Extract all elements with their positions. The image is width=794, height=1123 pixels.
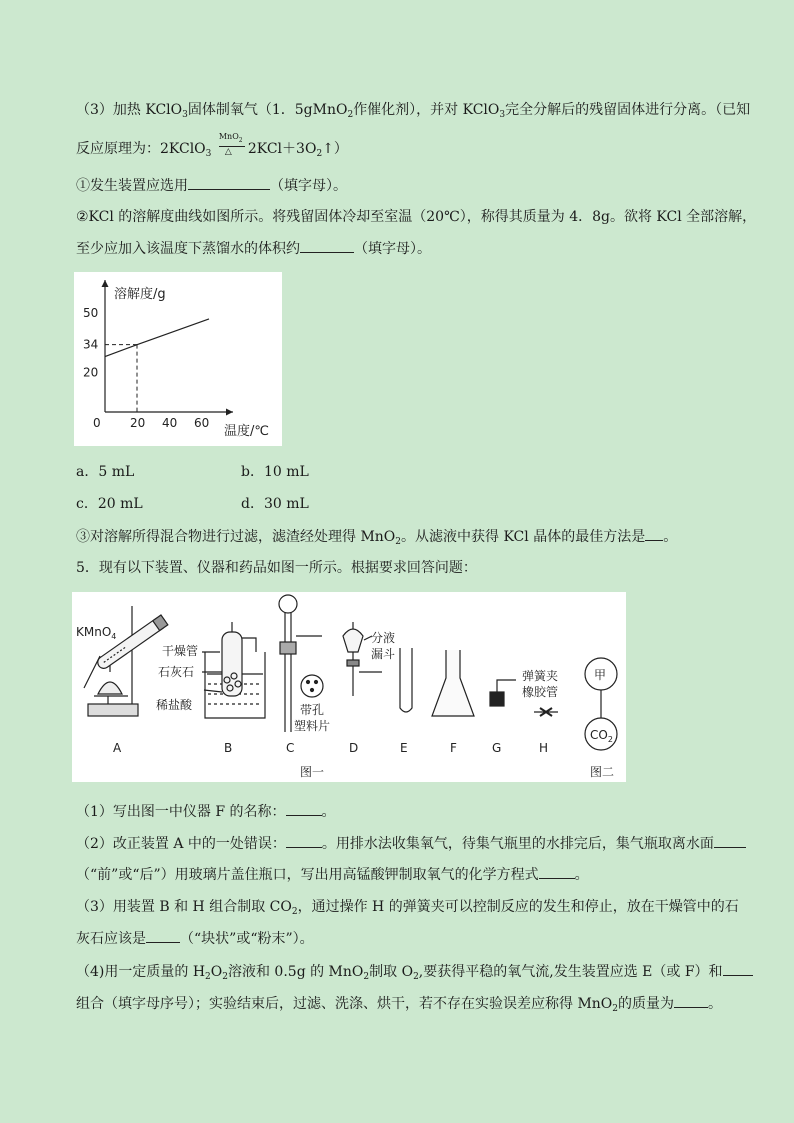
apparatus-h: [534, 708, 558, 716]
y-axis-label: 溶解度/g: [114, 287, 166, 302]
figure-two-caption: 图二: [590, 765, 615, 779]
letter-a: A: [113, 741, 122, 755]
q5-p2-line1: （2）改正装置 A 中的一处错误： 。用排水法收集氧气，待集气瓶里的水排完后，集气瓶取离水面: [76, 833, 746, 854]
answer-blank[interactable]: [188, 175, 270, 190]
label-sep-funnel-1: 分液: [371, 631, 396, 645]
label-jia: 甲: [594, 668, 607, 682]
q5-p1: （1）写出图一中仪器 F 的名称： 。: [76, 801, 336, 822]
letter-e: E: [400, 741, 408, 755]
letter-f: F: [450, 741, 457, 755]
q5-p3-line1: （3）用装置 B 和 H 组合制取 $CO_2$，通过操作 H 的弹簧夹可以控制反应的发生和停止，放在干燥管中的石: [76, 899, 739, 917]
q5-p3-line2: 灰石应该是 （“块状”或“粉末”）。: [76, 928, 314, 949]
letter-g: G: [492, 741, 502, 755]
y-tick-label: 34: [83, 337, 99, 352]
apparatus-f: [432, 650, 474, 716]
x-tick-label: 20: [130, 416, 146, 430]
label-perforated-1: 带孔: [300, 703, 325, 717]
answer-blank[interactable]: [674, 993, 708, 1008]
answer-blank[interactable]: [645, 526, 663, 541]
q3-sub2-line2: 至少应加入该温度下蒸馏水的体积约 （填字母）。: [76, 238, 431, 259]
x-tick-label: 40: [162, 416, 178, 430]
apparatus-g: [490, 680, 516, 706]
apparatus-figure: [72, 592, 626, 782]
y-tick-label: 50: [83, 306, 99, 320]
apparatus-e: [400, 648, 412, 712]
label-limestone: 石灰石: [158, 665, 195, 679]
option-b[interactable]: b．10 mL: [241, 464, 309, 480]
apparatus-b: [202, 622, 265, 718]
q3-sub1: ①发生装置应选用 （填字母）。: [76, 175, 347, 196]
q3-line2: 反应原理为：2KClO$_3$ MnO$_2$ △ $2KCl+3O_2↑$）: [76, 132, 348, 159]
label-co2: $CO_2$: [590, 728, 613, 744]
x-tick-label: 60: [194, 416, 210, 430]
answer-blank[interactable]: [539, 864, 575, 879]
solubility-curve: [105, 319, 209, 357]
label-drying-tube: 干燥管: [162, 644, 199, 658]
solubility-chart-svg: [74, 272, 282, 446]
label-rubber-tube: 橡胶管: [522, 685, 559, 699]
option-a[interactable]: a．5 mL: [76, 464, 135, 480]
q5-intro: 5．现有以下装置、仪器和药品如图一所示。根据要求回答问题：: [76, 560, 477, 576]
q5-p4-line2: 组合（填字母序号）；实验结束后，过滤、洗涤、烘干，若不存在实验误差应称得 MnO$_2$的质量为 。: [76, 993, 722, 1014]
answer-blank[interactable]: [300, 238, 354, 253]
letter-b: B: [224, 741, 233, 755]
label-dilute-hcl: 稀盐酸: [156, 698, 193, 712]
q5-p2-line2: （“前”或“后”）用玻璃片盖住瓶口，写出用高锰酸钾制取氧气的化学方程式 。: [76, 864, 589, 885]
q3-line1: （3）加热 KClO$_3$固体制氧气（1．5gMnO$_2$作催化剂），并对 KClO$_3$完全分解后的残留固体进行分离。（已知: [76, 102, 751, 120]
answer-blank[interactable]: [723, 961, 753, 976]
answer-blank[interactable]: [286, 801, 322, 816]
label-spring-clip: 弹簧夹: [522, 669, 559, 683]
label-kmno4: KMnO$_4$: [76, 625, 117, 641]
option-c[interactable]: c．20 mL: [76, 496, 143, 512]
q3-sub3: ③对溶解所得混合物进行过滤，滤渣经处理得 MnO$_2$。从滤液中获得 KCl 晶体的最佳方法是 。: [76, 526, 677, 547]
letter-c: C: [286, 741, 295, 755]
y-tick-label: 20: [83, 365, 99, 380]
answer-blank[interactable]: [286, 833, 322, 848]
solubility-chart: [74, 272, 282, 446]
letter-d: D: [349, 741, 359, 755]
label-perforated-2: 塑料片: [294, 719, 331, 733]
label-sep-funnel-2: 漏斗: [371, 647, 396, 661]
figure-one-caption: 图一: [300, 765, 325, 779]
letter-h: H: [539, 741, 549, 755]
x-tick-label: 0: [93, 416, 101, 430]
answer-blank[interactable]: [714, 833, 746, 848]
q5-p4-line1: （4)用一定质量的 $H_2O_2$溶液和 0.5g 的 MnO$_2$制取 $O_2$,要获得平稳的氧气流,发生装置应选 E（或 F）和: [76, 961, 753, 982]
answer-blank[interactable]: [146, 928, 180, 943]
apparatus-svg: [72, 592, 626, 782]
x-axis-label: 温度/℃: [224, 424, 269, 439]
reaction-condition: MnO$_2$ △: [217, 137, 247, 157]
q3-sub2-line1: ②KCl 的溶解度曲线如图所示。将残留固体冷却至室温（20℃），称得其质量为 4．8g。欲将 KCl 全部溶解，: [76, 209, 757, 225]
option-d[interactable]: d．30 mL: [241, 496, 309, 512]
